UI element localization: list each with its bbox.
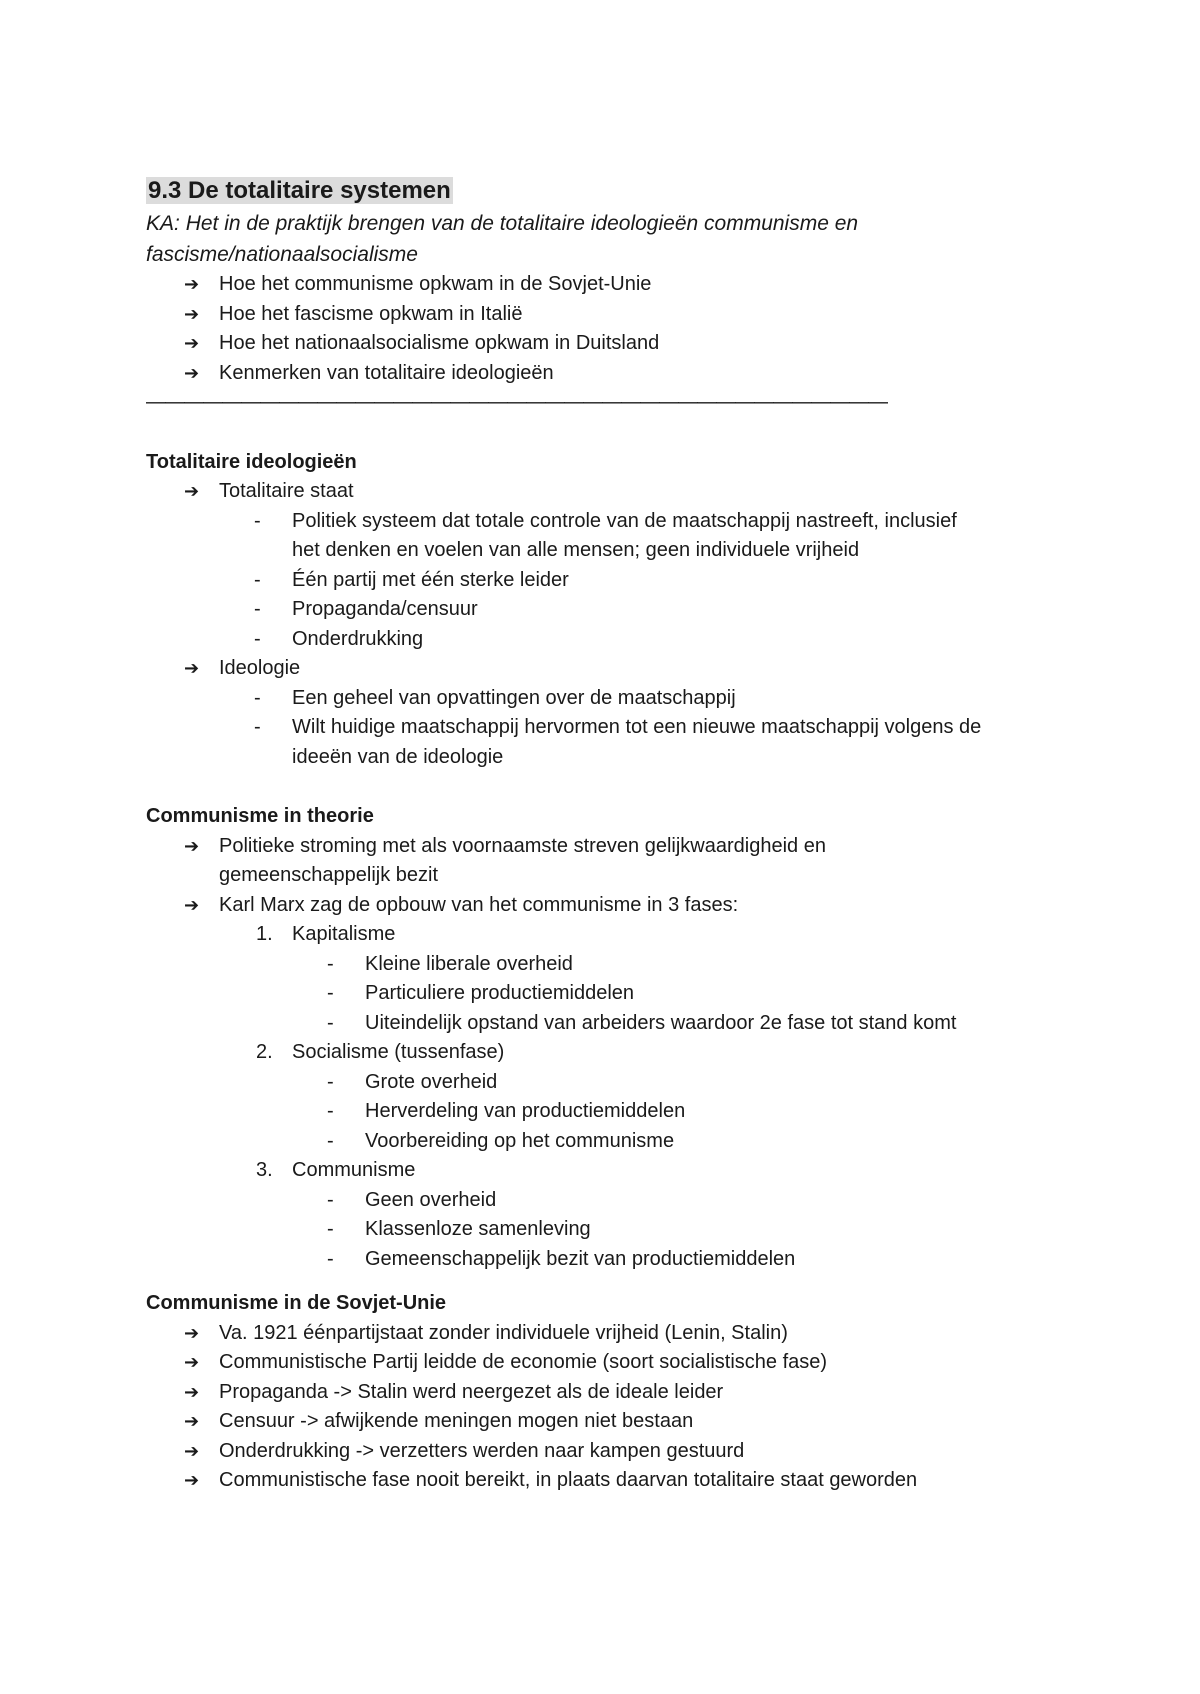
- arrow-icon: ➔: [184, 1411, 200, 1431]
- arrow-icon: ➔: [184, 1322, 200, 1343]
- section-heading-totalitaire-ideologieen: Totalitaire ideologieën: [146, 450, 357, 473]
- ka-list: [146, 270, 1066, 388]
- ka-text: Het in de praktijk brengen van de totalitaire ideologieën communisme en: [179, 212, 859, 235]
- phase-point: - Voorbereiding op het communisme: [146, 1127, 1066, 1157]
- section-heading-communisme-in-de-sovjet-unie: Communisme in de Sovjet-Unie: [146, 1292, 447, 1314]
- dash-marker: -: [327, 1188, 334, 1211]
- sub-list-item: - Één partij met één sterke leider: [146, 566, 1066, 596]
- sub-list-item: - Wilt huidige maatschappij hervormen tot een nieuwe maatschappij volgens de: [146, 713, 1066, 743]
- arrow-icon: ➔: [184, 894, 200, 915]
- spacer: [146, 418, 1066, 448]
- dash-marker: -: [254, 568, 261, 591]
- sub-list-item: - Propaganda/censuur: [146, 595, 1066, 625]
- phase-item: 1. Kapitalisme: [146, 920, 1066, 950]
- phase-point: - Particuliere productiemiddelen: [146, 979, 1066, 1009]
- arrow-icon: ➔: [184, 835, 200, 856]
- list-item-continuation: gemeenschappelijk bezit: [219, 864, 439, 886]
- phase-point: - Klassenloze samenleving: [146, 1215, 1066, 1245]
- list-item: ➔ Politieke stroming met als voornaamste streven gelijkwaardigheid en: [146, 832, 1066, 862]
- dash-marker: -: [327, 1100, 334, 1122]
- arrow-icon: ➔: [184, 1352, 200, 1372]
- dash-marker: -: [327, 1070, 334, 1093]
- arrow-icon: ➔: [184, 333, 200, 353]
- list-item: ➔ Onderdrukking -> verzetters werden naar kampen gestuurd: [146, 1437, 1066, 1467]
- arrow-icon: ➔: [184, 362, 200, 383]
- section-heading-communisme-in-theorie: Communisme in theorie: [146, 805, 374, 827]
- spacer: [146, 1274, 1066, 1289]
- sub-list-item-continuation: ideeën van de ideologie: [292, 745, 504, 768]
- dash-marker: -: [327, 1129, 334, 1152]
- dash-marker: -: [254, 627, 261, 650]
- ka-line-1: [146, 208, 1066, 239]
- list-item: ➔ Communistische Partij leidde de economie (soort socialistische fase): [146, 1348, 1066, 1378]
- dash-marker: -: [254, 716, 261, 738]
- phase-point: - Gemeenschappelijk bezit van productiemiddelen: [146, 1245, 1066, 1275]
- page-title: 9.3 De totalitaire systemen: [148, 177, 451, 204]
- list-item: ➔ Hoe het nationaalsocialisme opkwam in Duitsland: [146, 329, 1066, 359]
- dash-marker: -: [327, 1011, 334, 1034]
- spacer: [146, 772, 1066, 802]
- document-page: [146, 176, 1066, 1496]
- dash-marker: -: [327, 982, 334, 1004]
- phase-number: 3.: [256, 1159, 273, 1181]
- dash-marker: -: [327, 952, 334, 975]
- arrow-icon: ➔: [184, 658, 200, 678]
- phase-point: - Geen overheid: [146, 1186, 1066, 1216]
- dash-marker: -: [254, 598, 261, 620]
- sub-list-item: - Politiek systeem dat totale controle van de maatschappij nastreeft, inclusief: [146, 507, 1066, 537]
- dash-marker: -: [327, 1247, 334, 1270]
- phase-point: - Kleine liberale overheid: [146, 950, 1066, 980]
- list-item: ➔ Communistische fase nooit bereikt, in plaats daarvan totalitaire staat geworden: [146, 1466, 1066, 1496]
- list-item: ➔ Kenmerken van totalitaire ideologieën: [146, 359, 1066, 389]
- list-item: ➔ Ideologie: [146, 654, 1066, 684]
- list-item: ➔ Propaganda -> Stalin werd neergezet als de ideale leider: [146, 1378, 1066, 1408]
- sub-list-item-continuation: het denken en voelen van alle mensen; geen individuele vrijheid: [292, 539, 860, 561]
- phase-number: 2.: [256, 1041, 273, 1063]
- sub-list-item: - Onderdrukking: [146, 625, 1066, 655]
- arrow-icon: ➔: [184, 481, 200, 501]
- dash-marker: -: [254, 686, 261, 709]
- list-item: ➔ Va. 1921 éénpartijstaat zonder individuele vrijheid (Lenin, Stalin): [146, 1319, 1066, 1349]
- sub-list-item: - Een geheel van opvattingen over de maatschappij: [146, 684, 1066, 714]
- list-item: ➔ Hoe het fascisme opkwam in Italië: [146, 300, 1066, 330]
- list-item: ➔ Hoe het communisme opkwam in de Sovjet-Unie: [146, 270, 1066, 300]
- phase-point: - Uiteindelijk opstand van arbeiders waardoor 2e fase tot stand komt: [146, 1009, 1066, 1039]
- phase-point: - Herverdeling van productiemiddelen: [146, 1097, 1066, 1127]
- phase-point: - Grote overheid: [146, 1068, 1066, 1098]
- phase-number: 1.: [256, 923, 273, 945]
- dash-marker: -: [254, 509, 261, 532]
- separator-line: ———————————————————————————————————————: [146, 391, 887, 413]
- arrow-icon: ➔: [184, 1381, 200, 1402]
- arrow-icon: ➔: [184, 1440, 200, 1461]
- list-item: ➔ Totalitaire staat: [146, 477, 1066, 507]
- arrow-icon: ➔: [184, 303, 200, 324]
- arrow-icon: ➔: [184, 1470, 200, 1490]
- ka-line-2: fascisme/nationaalsocialisme: [146, 243, 418, 266]
- list-item: ➔ Censuur -> afwijkende meningen mogen niet bestaan: [146, 1407, 1066, 1437]
- list-item: ➔ Karl Marx zag de opbouw van het communisme in 3 fases:: [146, 891, 1066, 921]
- phase-item: 2. Socialisme (tussenfase): [146, 1038, 1066, 1068]
- arrow-icon: ➔: [184, 274, 200, 294]
- dash-marker: -: [327, 1218, 334, 1240]
- phase-item: 3. Communisme: [146, 1156, 1066, 1186]
- key-learning-objective: [146, 208, 1066, 270]
- ka-label: KA:: [146, 212, 180, 235]
